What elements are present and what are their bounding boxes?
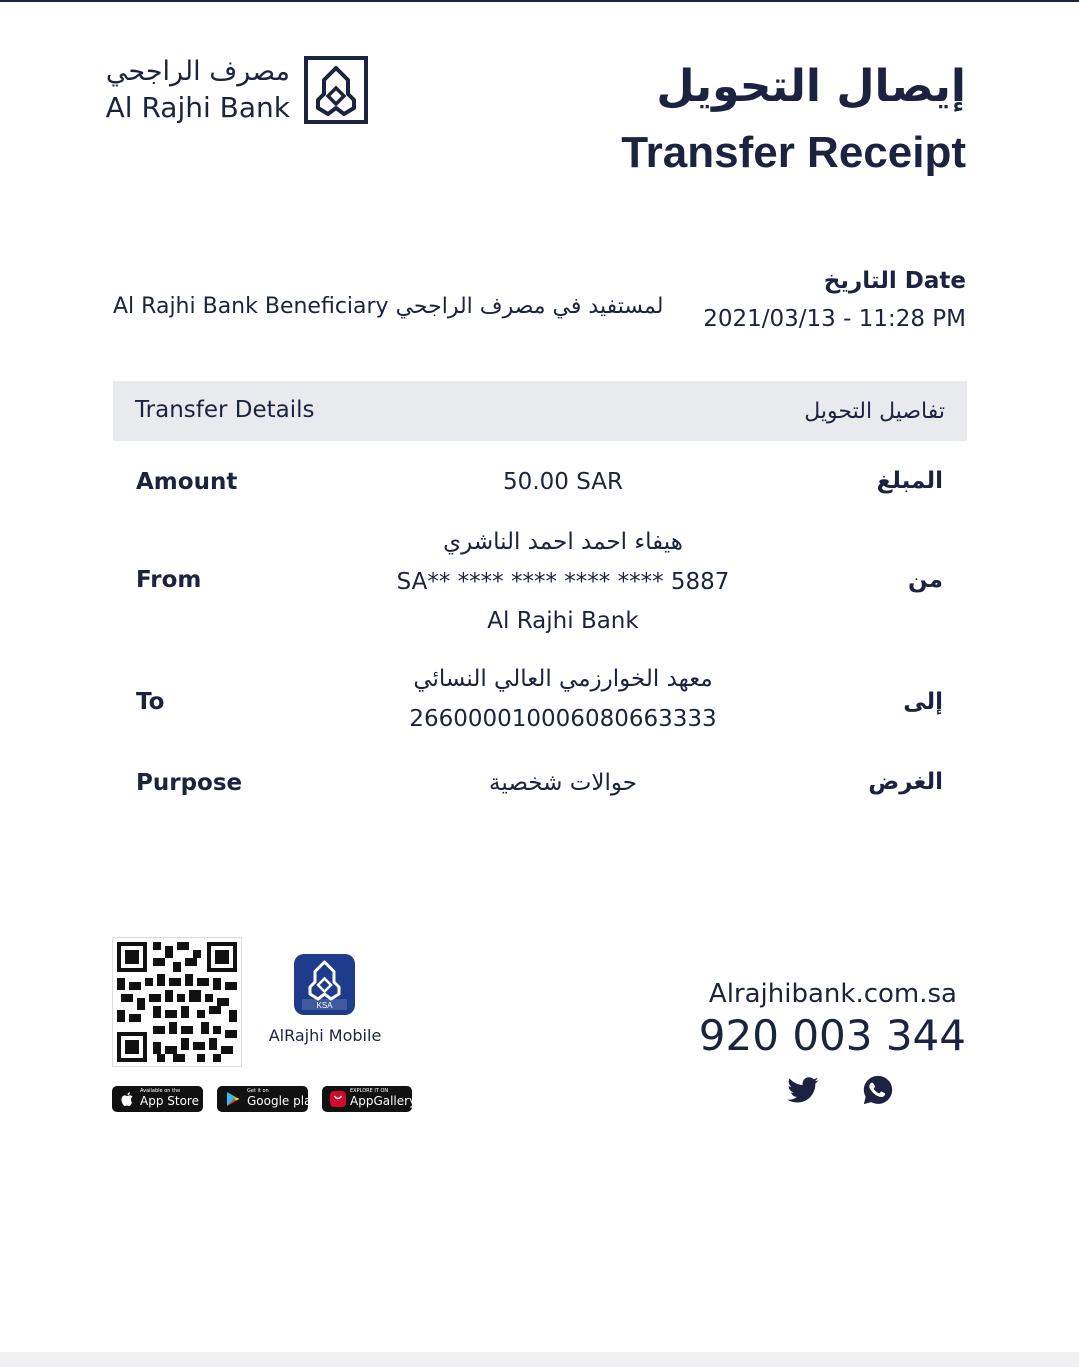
purpose-value: حوالات شخصية [489, 770, 637, 796]
to-account: 266000010006080663333 [409, 706, 717, 732]
to-label-en: To [136, 689, 165, 715]
from-bank: Al Rajhi Bank [487, 608, 639, 634]
google-play-small: Get it on [247, 1088, 269, 1094]
from-account: SA** **** **** **** **** 5887 [396, 569, 730, 595]
google-play-big: Google play [247, 1094, 319, 1108]
app-gallery-big: AppGallery [350, 1094, 417, 1108]
bank-logo-icon [294, 954, 355, 1015]
bank-logo-icon [304, 56, 368, 124]
phone-number[interactable]: 920 003 344 [698, 1011, 966, 1060]
from-label-en: From [136, 567, 202, 593]
from-label-ar: من [908, 567, 943, 593]
twitter-icon[interactable] [786, 1073, 820, 1107]
amount-label-ar: المبلغ [876, 468, 943, 494]
qr-code-icon [113, 938, 241, 1066]
receipt-title-ar: إيصال التحويل [656, 61, 966, 112]
purpose-label-ar: الغرض [868, 769, 943, 795]
qr-code [112, 937, 242, 1067]
amount-label-en: Amount [136, 469, 238, 495]
app-icon-text: KSA [316, 1001, 333, 1010]
purpose-label-en: Purpose [136, 770, 243, 796]
to-name: معهد الخوارزمي العالي النسائي [413, 666, 713, 692]
app-store-big: App Store [140, 1094, 199, 1108]
amount-value: 50.00 SAR [503, 469, 623, 495]
google-play-icon [224, 1090, 242, 1108]
website-link[interactable]: Alrajhibank.com.sa [708, 979, 957, 1009]
bank-logo [105, 55, 368, 127]
beneficiary-type: Al Rajhi Bank Beneficiary لمستفيد في مصرف الراجحي [113, 294, 664, 319]
app-store-small: Available on the [140, 1088, 181, 1094]
huawei-icon [329, 1090, 347, 1108]
date-label: التاريخ Date [823, 268, 966, 294]
date-value: 2021/03/13 - 11:28 PM [703, 306, 966, 332]
to-label-ar: إلى [903, 689, 943, 715]
app-name: AlRajhi Mobile [268, 1026, 382, 1045]
app-gallery-badge[interactable] [322, 1086, 417, 1112]
from-name: هيفاء احمد احمد الناشري [443, 529, 683, 555]
top-border [0, 0, 1079, 2]
app-store-badge[interactable] [112, 1086, 203, 1112]
details-header-en: Transfer Details [135, 397, 315, 423]
receipt-title-en: Transfer Receipt [621, 128, 966, 177]
apple-icon [119, 1090, 137, 1108]
google-play-badge[interactable] [217, 1086, 319, 1112]
alrajhi-mobile-app-icon[interactable] [294, 954, 355, 1015]
bottom-strip [0, 1352, 1079, 1367]
details-header-ar: تفاصيل التحويل [804, 399, 945, 424]
whatsapp-icon[interactable] [861, 1073, 895, 1107]
logo-name-ar: مصرف الراجحي [105, 56, 290, 87]
transfer-details-header [113, 381, 967, 441]
logo-name-en: Al Rajhi Bank [105, 91, 290, 124]
app-gallery-small: EXPLORE IT ON [350, 1088, 389, 1094]
